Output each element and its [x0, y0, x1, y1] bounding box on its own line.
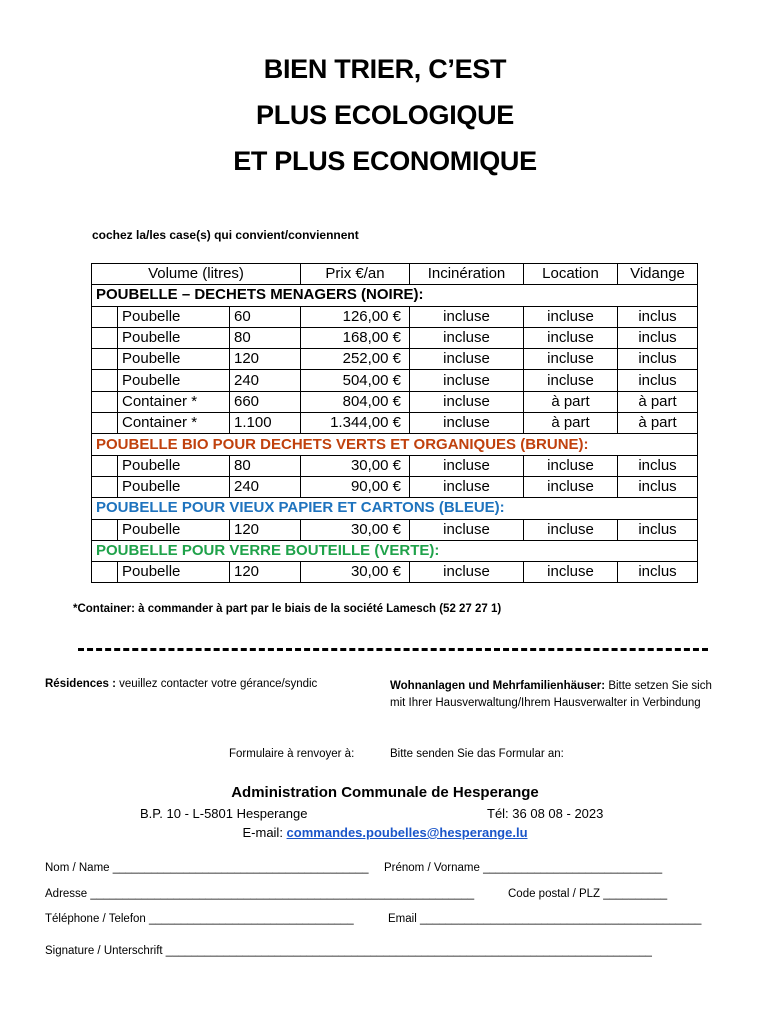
- table-row: [92, 476, 698, 497]
- table-section-header: [92, 434, 698, 455]
- cut-line: [78, 648, 708, 651]
- location-value: à part: [524, 391, 618, 412]
- residences-note: [45, 678, 317, 690]
- section-title: POUBELLE POUR VIEUX PAPIER ET CARTONS (BLEUE):: [92, 498, 698, 519]
- bin-price: 30,00 €: [301, 562, 410, 583]
- bin-size: 1.100: [230, 413, 301, 434]
- location-value: incluse: [524, 370, 618, 391]
- email-field[interactable]: Email ____________________________________________: [388, 913, 702, 925]
- page-title: [0, 46, 770, 184]
- vidange-value: inclus: [618, 476, 698, 497]
- wohnanlagen-label: Wohnanlagen und Mehrfamilienhäuser:: [390, 680, 606, 692]
- location-value: incluse: [524, 455, 618, 476]
- vidange-value: à part: [618, 413, 698, 434]
- bin-type: Poubelle: [118, 349, 230, 370]
- wohnanlagen-note: [390, 678, 720, 712]
- vidange-value: inclus: [618, 370, 698, 391]
- bin-size: 120: [230, 349, 301, 370]
- title-line-1: BIEN TRIER, C’EST: [263, 54, 507, 84]
- bin-size: 80: [230, 327, 301, 348]
- vidange-value: inclus: [618, 306, 698, 327]
- vidange-value: inclus: [618, 327, 698, 348]
- row-checkbox[interactable]: [92, 519, 118, 540]
- row-checkbox[interactable]: [92, 391, 118, 412]
- bin-price: 30,00 €: [301, 519, 410, 540]
- vidange-value: inclus: [618, 519, 698, 540]
- email-link[interactable]: commandes.poubelles@hesperange.lu: [286, 825, 528, 840]
- row-checkbox[interactable]: [92, 413, 118, 434]
- wohnanlagen-text: Bitte setzen Sie sich mit Ihrer Hausverwaltung/Ihrem Hausverwalter in Verbindung: [390, 680, 712, 709]
- bin-size: 240: [230, 476, 301, 497]
- email-line: [0, 825, 770, 840]
- header-price: Prix €/an: [301, 264, 410, 285]
- incineration-value: incluse: [410, 562, 524, 583]
- incineration-value: incluse: [410, 306, 524, 327]
- header-volume: Volume (litres): [92, 264, 301, 285]
- table-header-row: [92, 264, 698, 285]
- residences-text: veuillez contacter votre gérance/syndic: [115, 678, 318, 690]
- bin-type: Poubelle: [118, 370, 230, 391]
- incineration-value: incluse: [410, 413, 524, 434]
- row-checkbox[interactable]: [92, 476, 118, 497]
- table-row: [92, 413, 698, 434]
- section-title: POUBELLE BIO POUR DECHETS VERTS ET ORGANIQUES (BRUNE):: [92, 434, 698, 455]
- table-row: [92, 562, 698, 583]
- instruction-text: cochez la/les case(s) qui convient/conviennent: [92, 228, 359, 242]
- return-label-de: Bitte senden Sie das Formular an:: [390, 748, 564, 760]
- row-checkbox[interactable]: [92, 370, 118, 391]
- bin-type: Poubelle: [118, 455, 230, 476]
- table-row: [92, 327, 698, 348]
- bin-type: Poubelle: [118, 562, 230, 583]
- signature-field[interactable]: Signature / Unterschrift ____________________________________________________________________________: [45, 945, 652, 957]
- header-incineration: Incinération: [410, 264, 524, 285]
- postal-code-field[interactable]: Code postal / PLZ __________: [508, 888, 668, 900]
- bin-type: Poubelle: [118, 476, 230, 497]
- bin-price: 168,00 €: [301, 327, 410, 348]
- phone-number: Tél: 36 08 08 - 2023: [487, 806, 604, 821]
- title-line-3: ET PLUS ECONOMIQUE: [233, 146, 537, 176]
- title-line-2: PLUS ECOLOGIQUE: [255, 100, 515, 130]
- bin-price: 1.344,00 €: [301, 413, 410, 434]
- table-row: [92, 391, 698, 412]
- location-value: incluse: [524, 519, 618, 540]
- postal-address: B.P. 10 - L-5801 Hesperange: [140, 806, 308, 821]
- name-field[interactable]: Nom / Name ________________________________________: [45, 862, 369, 874]
- residences-label: Résidences :: [45, 678, 116, 690]
- return-label-fr: Formulaire à renvoyer à:: [229, 748, 355, 760]
- bin-price: 126,00 €: [301, 306, 410, 327]
- admin-name: Administration Communale de Hesperange: [231, 784, 539, 801]
- bin-size: 120: [230, 519, 301, 540]
- address-field[interactable]: Adresse ____________________________________________________________: [45, 888, 475, 900]
- incineration-value: incluse: [410, 519, 524, 540]
- row-checkbox[interactable]: [92, 349, 118, 370]
- header-vidange: Vidange: [618, 264, 698, 285]
- location-value: incluse: [524, 306, 618, 327]
- telephone-field[interactable]: Téléphone / Telefon ________________________________: [45, 913, 354, 925]
- incineration-value: incluse: [410, 455, 524, 476]
- bin-type: Container *: [118, 391, 230, 412]
- table-row: [92, 306, 698, 327]
- bin-price: 504,00 €: [301, 370, 410, 391]
- bin-price-table: [91, 263, 698, 583]
- location-value: à part: [524, 413, 618, 434]
- vidange-value: inclus: [618, 562, 698, 583]
- bin-price: 252,00 €: [301, 349, 410, 370]
- bin-type: Poubelle: [118, 519, 230, 540]
- bin-price: 804,00 €: [301, 391, 410, 412]
- bin-price: 30,00 €: [301, 455, 410, 476]
- incineration-value: incluse: [410, 476, 524, 497]
- row-checkbox[interactable]: [92, 562, 118, 583]
- vidange-value: à part: [618, 391, 698, 412]
- bin-size: 240: [230, 370, 301, 391]
- table-row: [92, 519, 698, 540]
- section-title: POUBELLE POUR VERRE BOUTEILLE (VERTE):: [92, 540, 698, 561]
- row-checkbox[interactable]: [92, 327, 118, 348]
- bin-price: 90,00 €: [301, 476, 410, 497]
- bin-type: Container *: [118, 413, 230, 434]
- vidange-value: inclus: [618, 455, 698, 476]
- location-value: incluse: [524, 562, 618, 583]
- email-label: E-mail:: [242, 825, 287, 840]
- incineration-value: incluse: [410, 391, 524, 412]
- header-location: Location: [524, 264, 618, 285]
- bin-size: 60: [230, 306, 301, 327]
- table-section-header: [92, 540, 698, 561]
- table-row: [92, 349, 698, 370]
- table-section-header: [92, 285, 698, 306]
- location-value: incluse: [524, 327, 618, 348]
- table-section-header: [92, 498, 698, 519]
- row-checkbox[interactable]: [92, 455, 118, 476]
- bin-size: 80: [230, 455, 301, 476]
- container-footnote: *Container: à commander à part par le biais de la société Lamesch (52 27 27 1): [73, 603, 502, 615]
- bin-type: Poubelle: [118, 327, 230, 348]
- row-checkbox[interactable]: [92, 306, 118, 327]
- location-value: incluse: [524, 349, 618, 370]
- location-value: incluse: [524, 476, 618, 497]
- incineration-value: incluse: [410, 370, 524, 391]
- bin-type: Poubelle: [118, 306, 230, 327]
- vidange-value: inclus: [618, 349, 698, 370]
- table-row: [92, 455, 698, 476]
- incineration-value: incluse: [410, 349, 524, 370]
- bin-size: 660: [230, 391, 301, 412]
- firstname-field[interactable]: Prénom / Vorname ____________________________: [384, 862, 663, 874]
- table-row: [92, 370, 698, 391]
- section-title: POUBELLE – DECHETS MENAGERS (NOIRE):: [92, 285, 698, 306]
- incineration-value: incluse: [410, 327, 524, 348]
- bin-size: 120: [230, 562, 301, 583]
